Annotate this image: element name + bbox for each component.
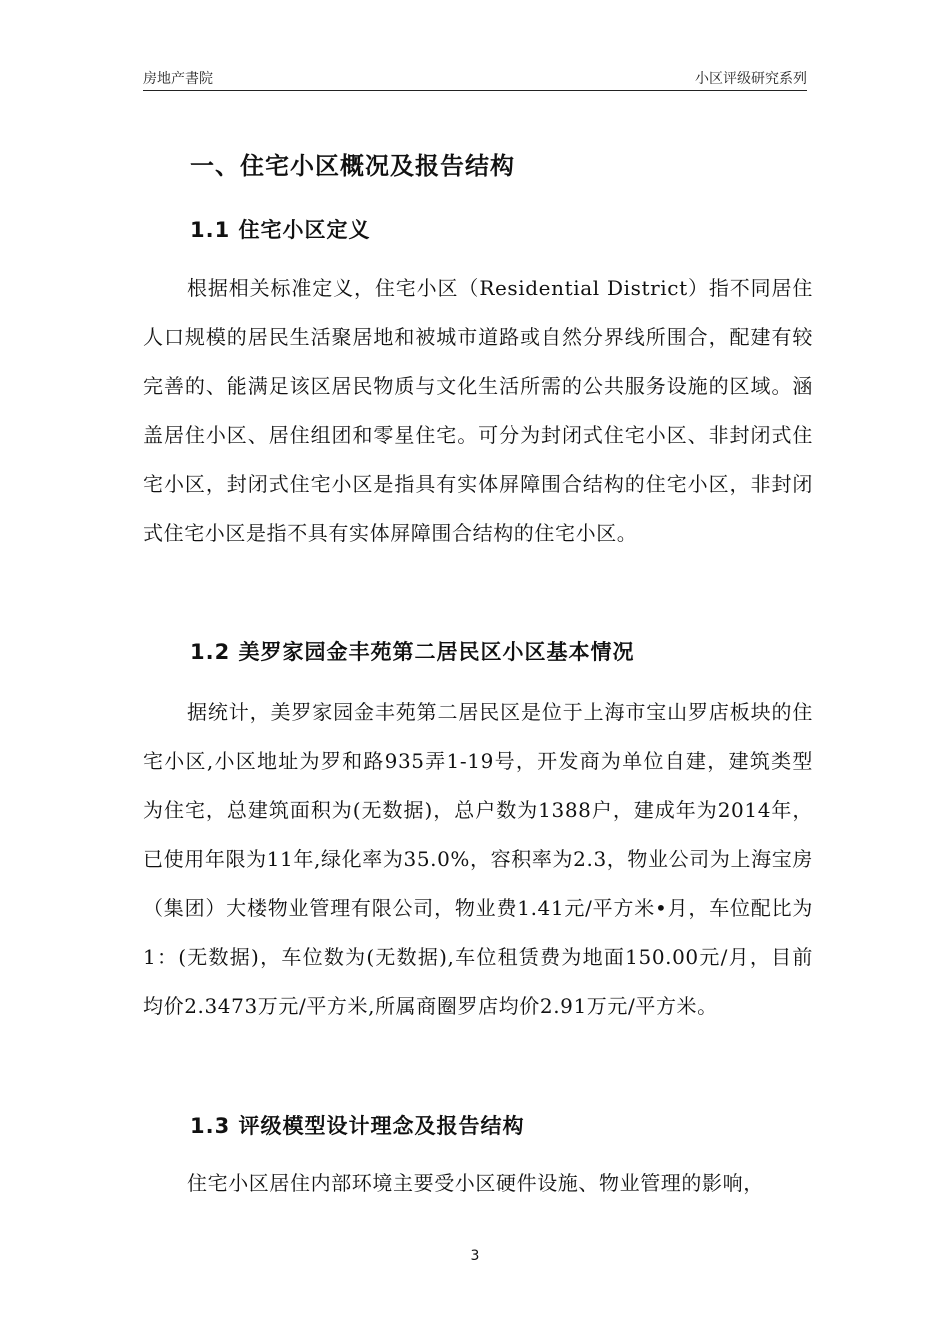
page-number: 3 xyxy=(470,1248,480,1264)
header-left-title: 房地产書院 xyxy=(143,71,213,87)
header-right-title: 小区评级研究系列 xyxy=(695,71,807,87)
section-1-1-title: 1.1 住宅小区定义 xyxy=(190,218,371,242)
section-1-1-paragraph: 根据相关标准定义，住宅小区（Residential District）指不同居住人口规模的居民生活聚居地和被城市道路或自然分界线所围合，配建有较完善的、能满足该区居民物质与文化生活所需的公共服务设施的区域。涵盖居住小区、居住组团和零星住宅。可分为封闭式住宅小区、非封闭式住宅小区，封闭式住宅小区是指具有实体屏障围合结构的住宅小区，非封闭式住宅小区是指不具有实体屏障围合结构的住宅小区。 xyxy=(143,276,813,545)
chapter-title: 一、住宅小区概况及报告结构 xyxy=(190,152,515,180)
section-1-3-paragraph: 住宅小区居住内部环境主要受小区硬件设施、物业管理的影响， xyxy=(187,1171,764,1195)
section-1-3-title: 1.3 评级模型设计理念及报告结构 xyxy=(190,1114,525,1138)
section-1-2-paragraph: 据统计，美罗家园金丰苑第二居民区是位于上海市宝山罗店板块的住宅小区,小区地址为罗和路935弄1-19号，开发商为单位自建，建筑类型为住宅，总建筑面积为(无数据)，总户数为1388户，建成年为2014年，已使用年限为11年,绿化率为35.0%，容积率为2.3，物业公司为上海宝房（集团）大楼物业管理有限公司，物业费1.41元/平方米•月，车位配比为1：(无数据)，车位数为(无数据),车位租赁费为地面150.00元/月，目前均价2.3473万元/平方米,所属商圈罗店均价2.91万元/平方米。 xyxy=(143,700,813,1018)
page-header xyxy=(143,66,807,91)
section-1-2-title: 1.2 美罗家园金丰苑第二居民区小区基本情况 xyxy=(190,640,635,664)
